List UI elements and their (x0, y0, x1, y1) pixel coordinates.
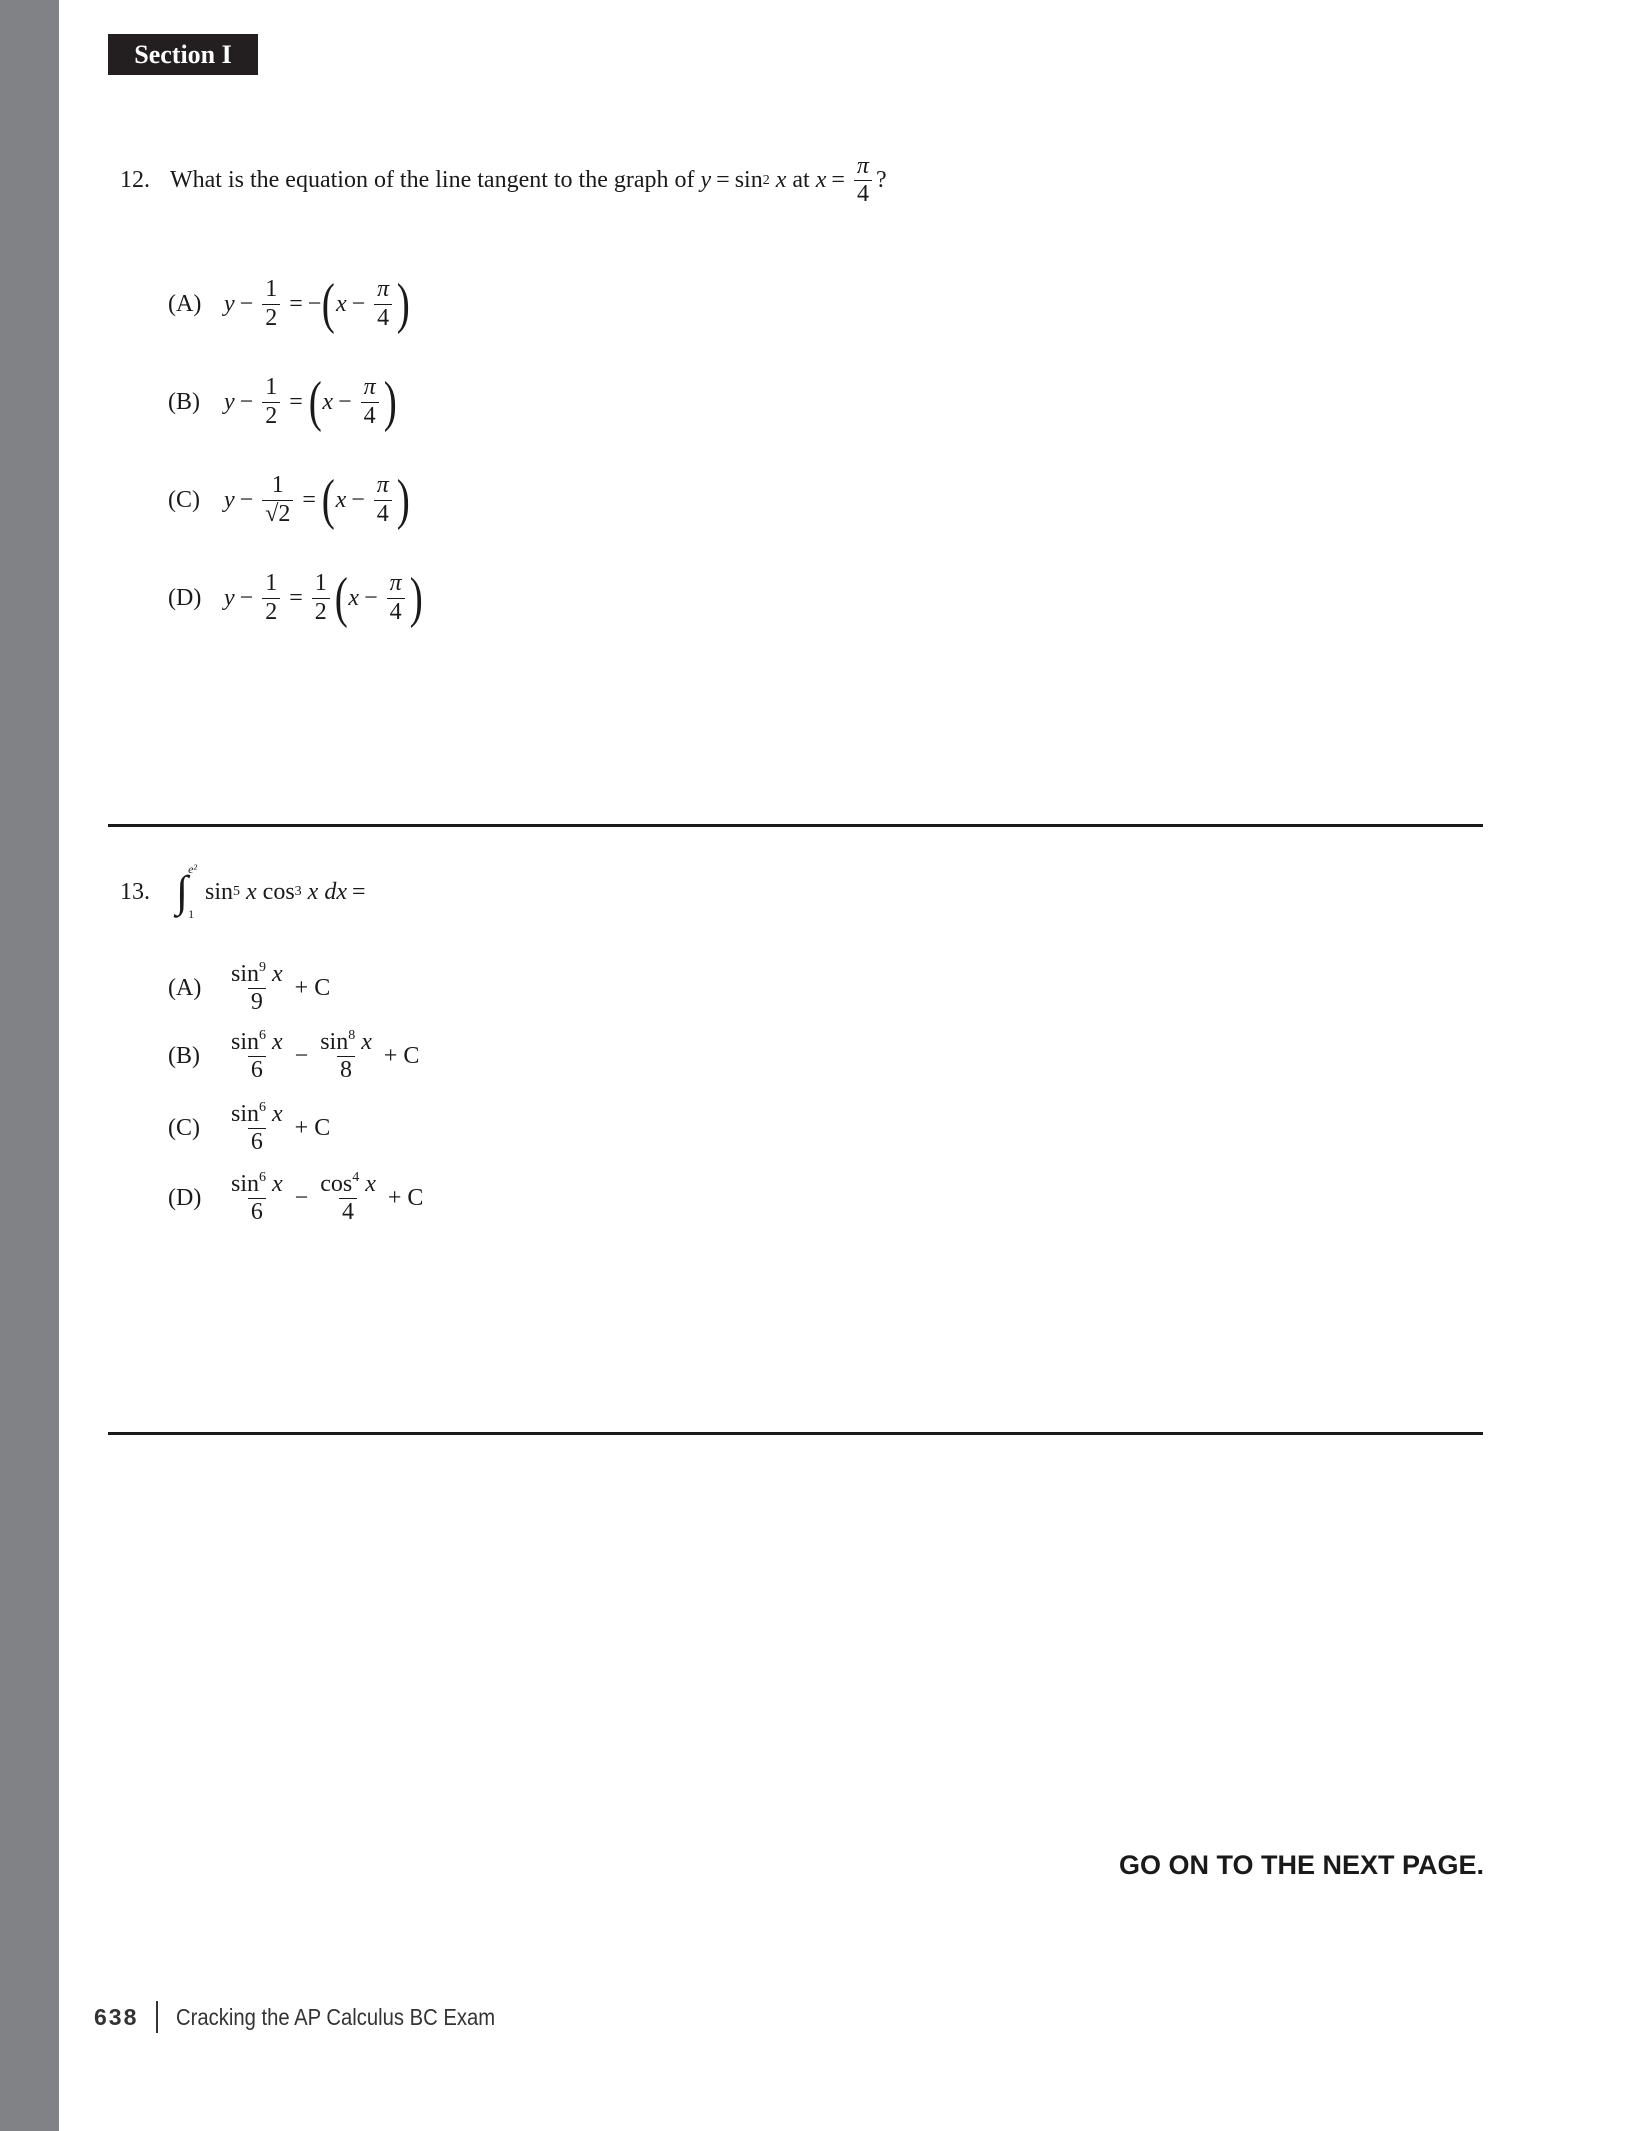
side-bar (0, 0, 59, 2131)
q12-choice-d[interactable]: (D) y − $\frac{1}{2}$ = $\frac{1}{2}$ ( x − $\frac{\pi}{4}$ ) (168, 567, 423, 629)
integral-limits: e² 1 (188, 862, 197, 921)
q12-choice-c[interactable]: (C) y − $\frac{1}{√2}$ = ( x − $\frac{\pi}{4}$ ) (168, 469, 410, 531)
book-title: Cracking the AP Calculus BC Exam (176, 2003, 496, 2030)
question-12-text: What is the equation of the line tangent to the graph of (170, 167, 695, 194)
question-12-stem: 12. What is the equation of the line tangent to the graph of y = sin 2 x at x = $\frac{\pi}{4}$ ? (120, 153, 887, 208)
section-tab: Section I (108, 34, 258, 75)
q13-choice-b[interactable]: (B) $\frac{\sin^6 x}{6}$ − $\frac{\sin^8 x}{8}$ + C (168, 1028, 420, 1084)
question-12-number: 12. (120, 167, 150, 194)
footer-separator (156, 2001, 158, 2033)
integral-sign: ∫ (176, 867, 189, 916)
q13-choice-d[interactable]: (D) $\frac{\sin^6 x}{6}$ − $\frac{\cos^4 x}{4}$ + C (168, 1170, 424, 1226)
page-footer (94, 2001, 539, 2033)
go-on-next-page: GO ON TO THE NEXT PAGE. (1118, 1850, 1484, 1880)
q12-choice-b[interactable]: (B) y − $\frac{1}{2}$ = ( x − $\frac{\pi}{4}$ ) (168, 371, 397, 433)
separator-rule-1 (108, 824, 1483, 827)
question-13-stem: 13. ∫ e² 1 sin 5 x cos 3 x dx = (120, 862, 366, 921)
question-13-number: 13. (120, 878, 150, 905)
q13-choice-c[interactable]: (C) $\frac{\sin^6 x}{6}$ + C (168, 1100, 331, 1156)
pi-over-4: $\frac{\pi}{4}$ (854, 154, 872, 207)
q13-choice-a[interactable]: (A) $\frac{\sin^9 x}{9}$ + C (168, 960, 331, 1016)
q12-choice-a[interactable]: (A) y − $\frac{1}{2}$ = − ( x − $\frac{\pi}{4}$ ) (168, 273, 411, 335)
page-number: 638 (94, 2003, 139, 2030)
separator-rule-2 (108, 1432, 1483, 1435)
